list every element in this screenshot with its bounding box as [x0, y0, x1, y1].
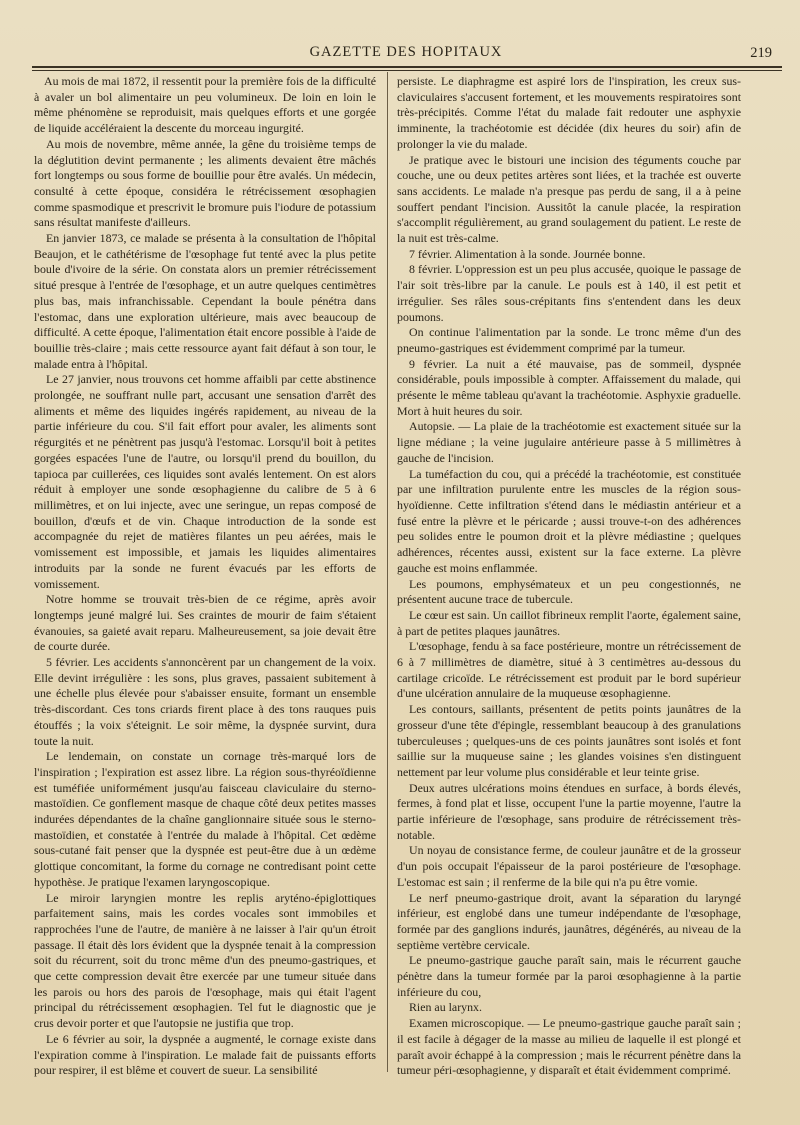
paragraph: Autopsie. — La plaie de la trachéotomie est exactement située sur la ligne médiane ; la veine jugulaire antérieure passe à 5 millimètres à gauche de l'incision.	[397, 419, 741, 465]
paragraph: Le nerf pneumo-gastrique droit, avant la séparation du laryngé inférieur, est englobé dans une tumeur indépendante de l'œsophage, formée par des ganglions indurés, jaunâtres, dégénérés, au niveau de la septième vertèbre cervicale.	[397, 890, 741, 952]
paragraph: Les contours, saillants, présentent de petits points jaunâtres de la grosseur d'une tête d'épingle, ressemblant beaucoup à des granulations tuberculeuses ; quelques-uns de ces points jaunâtres sont isolés et font saillie sur la muqueuse saine ; les glandes voisines s'en distinguent nettement par leur volume plus considérable et leur teinte grise.	[397, 702, 741, 779]
paragraph: Examen microscopique. — Le pneumo-gastrique gauche paraît sain ; il est facile à dégager de la masse au milieu de laquelle il est plongé et paraît avoir échappé à la compression ; mais le récurrent pénètre dans la tumeur péri-œsophagienne, y disparaît et était évidemment comprimé.	[397, 1016, 741, 1078]
paragraph: Le cœur est sain. Un caillot fibrineux remplit l'aorte, également saine, à part de petites plaques jaunâtres.	[397, 607, 741, 638]
right-column	[397, 74, 741, 1105]
paragraph: Le pneumo-gastrique gauche paraît sain, mais le récurrent gauche pénètre dans la tumeur formée par la paroi œsophagienne à la partie inférieure du cou,	[397, 953, 741, 999]
left-column	[34, 74, 376, 1105]
paragraph: Au mois de novembre, même année, la gêne du troisième temps de la déglutition devint permanente ; les aliments devaient être mâchés fort longtemps ou sous forme de bouillie pour être avalés. Un médecin, consulté à cette époque, considéra le rétrécissement œsophagien comme spasmodique et prescrivit le bromure puis l'iodure de potassium sans résultat manifeste d'ailleurs.	[34, 136, 376, 230]
column-divider	[387, 72, 388, 1072]
paragraph: Deux autres ulcérations moins étendues en surface, à bords élevés, fermes, à fond plat et lisse, occupent l'une la partie moyenne, l'autre la partie inférieure de l'œsophage, sans produire de rétrécissement très-notable.	[397, 780, 741, 842]
paragraph: Le miroir laryngien montre les replis aryténo-épiglottiques parfaitement sains, mais les cordes vocales sont immobiles et rapprochées l'une de l'autre, de manière à ne laisser à l'air qu'un étroit passage. Il était dès lors évident que la dyspnée tenait à la compression soit du récurrent, soit du tronc même d'un des pneumo-gastriques, et que cette compression devait être exercée par une tumeur située dans les parois ou hors des parois de l'œsophage, mais qui était l'agent principal du rétrécissement œsophagien. Tel fut le diagnostic que je crus devoir porter et que l'autopsie ne justifia que trop.	[34, 890, 376, 1031]
paragraph: On continue l'alimentation par la sonde. Le tronc même d'un des pneumo-gastriques est évidemment comprimé par la tumeur.	[397, 325, 741, 355]
paragraph: Un noyau de consistance ferme, de couleur jaunâtre et de la grosseur d'un pois occupait l'épaisseur de la paroi postérieure de l'œsophage. L'estomac est sain ; il renferme de la bile qui n'a pu être vomie.	[397, 843, 741, 889]
header-rule	[32, 66, 782, 68]
paragraph: Les poumons, emphysémateux et un peu congestionnés, ne présentent aucune trace de tubercule.	[397, 576, 741, 607]
running-head	[32, 44, 780, 64]
paragraph: L'œsophage, fendu à sa face postérieure, montre un rétrécissement de 6 à 7 millimètres de diamètre, situé à 3 centimètres au-dessous du cartilage cricoïde. Le rétrécissement est produit par le bord supérieur d'une ulcération annulaire de la muqueuse œsophagienne.	[397, 639, 741, 701]
paragraph: Le 27 janvier, nous trouvons cet homme affaibli par cette abstinence prolongée, ne souffrant nulle part, accusant une sensation d'arrêt des aliments et même des liquides ingérés rapidement, au niveau de la partie inférieure du cou. S'il fait effort pour avaler, les aliments sont régurgités et ne pénètrent pas jusqu'à l'estomac. Lorsqu'il boit à petites gorgées espacées l'une de l'autre, ou lorsqu'il prend du bouillon, du tapioca par cuillerées, ces liquides sont avalés lentement. On est alors réduit à employer une sonde œsophagienne du calibre de 5 à 6 millimètres, et on lui injecte, avec une seringue, un repas composé de bouillon, d'œufs et de vin. Chaque introduction de la sonde est accompagnée du rejet de matières filantes un peu aérées, mais le vomissement est impossible, et jamais les liquides alimentaires introduits par la sonde ne furent évacués par les efforts de vomissement.	[34, 372, 376, 591]
header-rule-thin	[32, 70, 782, 71]
paragraph: 5 février. Les accidents s'annoncèrent par un changement de la voix. Elle devint irrégulière : les sons, plus graves, passaient subitement à une échelle plus élevée pour s'abaisser ensuite, formant un ensemble très-discordant. Ces tons criards firent place à des tons rauques puis étouffés ; la voix s'éteignit. Le soir même, la dyspnée survint, dura toute la nuit.	[34, 655, 376, 748]
paragraph: Je pratique avec le bistouri une incision des téguments couche par couche, une ou deux petites artères sont liées, et la trachée est ouverte sans accidents. Le malade n'a presque pas perdu de sang, il a à peine souffert pendant l'incision. Aussitôt la canule placée, la respiration s'accomplit régulièrement, au grand soulagement du patient. Le reste de la nuit est très-calme.	[397, 152, 741, 246]
paragraph: Notre homme se trouvait très-bien de ce régime, après avoir longtemps jeuné malgré lui. Ses craintes de mourir de faim s'étaient évanouies, sa gaieté avait reparu. Malheureusement, sa joie devait être de courte durée.	[34, 592, 376, 654]
paragraph: Rien au larynx.	[409, 1000, 482, 1015]
paragraph: La tuméfaction du cou, qui a précédé la trachéotomie, est constituée par une infiltration purulente entre les muscles de la région sous-hyoïdienne. Cette infiltration s'étend dans le médiastin antérieur et a fusé entre la plèvre et le péricarde ; aussi trouve-t-on des adhérences peu solides entre le poumon droit et la plèvre médiastine ; quelques adhérences, récentes aussi, existent sur la face externe. La plèvre gauche est moins enflammée.	[397, 466, 741, 575]
paragraph: Le lendemain, on constate un cornage très-marqué lors de l'inspiration ; l'expiration est assez libre. La région sous-thyréoïdienne est tuméfiée uniformément jusqu'au faisceau claviculaire du sterno-mastoïdien. Ce gonflement masque de chaque côté deux petites masses indurées dépendantes de la chaîne ganglionnaire située sous le sterno-mastoïdien, et constatée à l'entrée du malade à l'hôpital. Cet œdème sous-cutané fait penser que la dyspnée est peut-être due à un œdème glottique concomitant, la forme du cornage ne contredisant point cette hypothèse. Je pratique l'examen laryngoscopique.	[34, 749, 376, 889]
page-number: 219	[750, 45, 772, 61]
journal-title: GAZETTE DES HOPITAUX	[309, 44, 503, 60]
paragraph: persiste. Le diaphragme est aspiré lors de l'inspiration, les creux sus-claviculaires s'accusent fortement, et les mouvements respiratoires sont très-précipités. Comme l'état du malade fait redouter une asphyxie imminente, la trachéotomie est décidée (dix heures du soir) afin de prolonger la vie du malade.	[397, 74, 741, 151]
paragraph: 8 février. L'oppression est un peu plus accusée, quoique le passage de l'air soit très-libre par la canule. Le pouls est à 140, il est petit et irrégulier. Ses râles sous-crépitants fins s'entendent dans les deux poumons.	[397, 262, 741, 324]
paragraph: Au mois de mai 1872, il ressentit pour la première fois de la difficulté à avaler un bol alimentaire un peu volumineux. De loin en loin le même phénomène se reproduisit, mais quelques efforts et une gorgée de liquide accéléraient la descente du morceau ingurgité.	[34, 74, 376, 136]
paragraph: En janvier 1873, ce malade se présenta à la consultation de l'hôpital Beaujon, et le cathétérisme de l'œsophage fut tenté avec la plus petite boule d'ivoire de la série. On constata alors un premier rétrécissement situé presque à l'entrée de l'œsophage, et un autre quelques centimètres plus bas, mais infranchissable. Cependant la boule pénétra dans l'estomac, dans une exploration ultérieure, mais avec beaucoup de difficulté. A cette époque, l'alimentation était encore possible à l'aide de bouillie très-claire ; mais cette ressource ayant fait défaut à son tour, le malade entra à l'hôpital.	[34, 231, 376, 371]
paragraph: 9 février. La nuit a été mauvaise, pas de sommeil, dyspnée considérable, pouls impossible à compter. Affaissement du malade, qui présente le même tableau qu'avant la trachéotomie. Asphyxie graduelle. Mort à huit heures du soir.	[397, 356, 741, 418]
paragraph: 7 février. Alimentation à la sonde. Journée bonne.	[409, 246, 646, 261]
paragraph: Le 6 février au soir, la dyspnée a augmenté, le cornage existe dans l'expiration comme à l'inspiration. Le malade fait de puissants efforts pour respirer, il est blême et couvert de sueur. La sensibilité	[34, 1031, 376, 1078]
